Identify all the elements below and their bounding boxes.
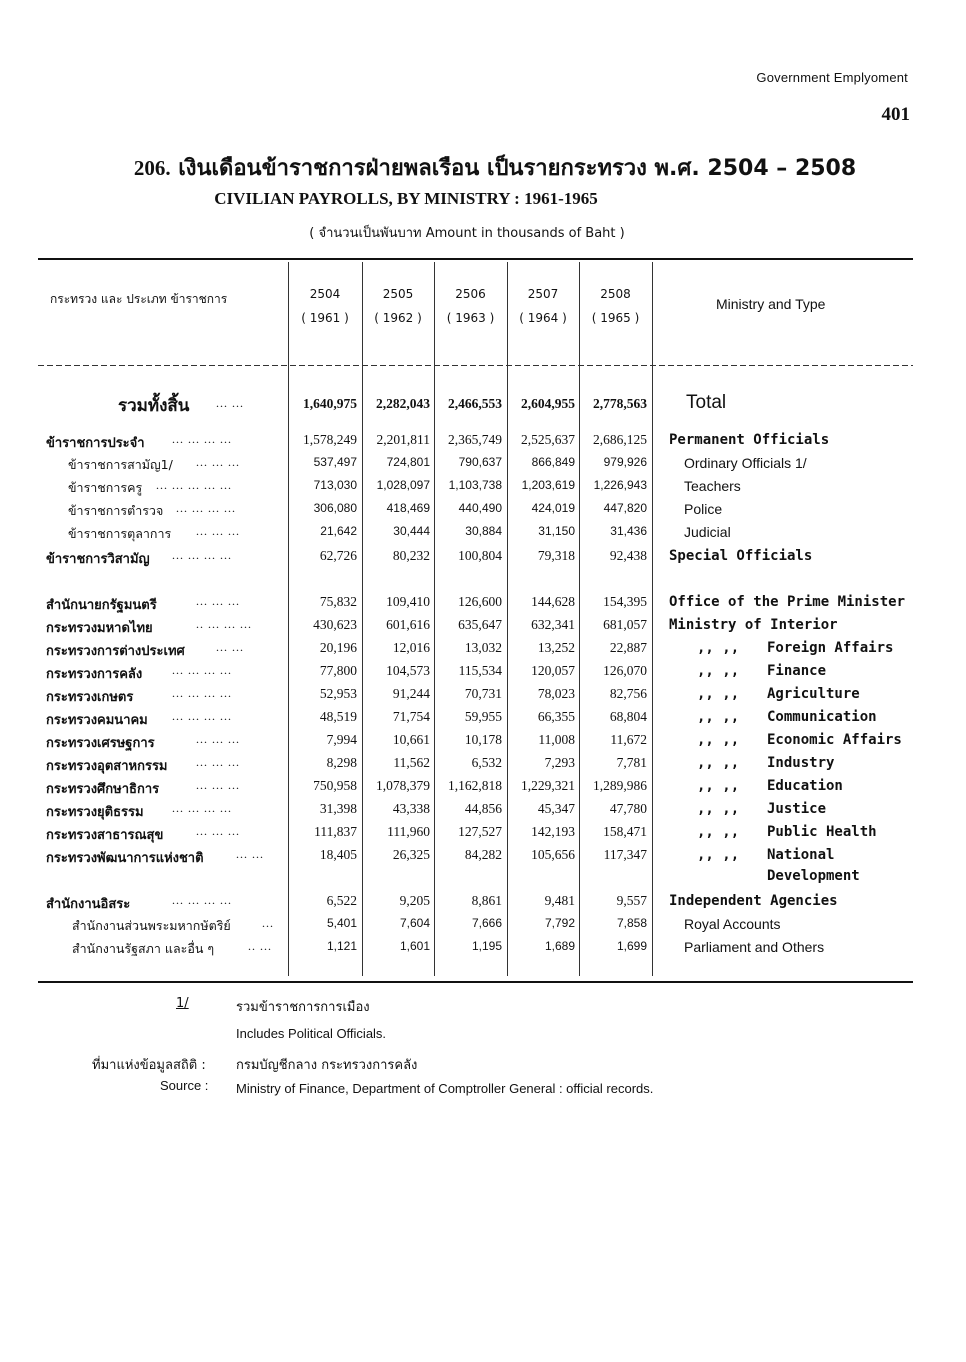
year-ad: ( 1963 ) bbox=[446, 311, 495, 325]
table-number: 206. bbox=[133, 156, 171, 180]
cell-value: 18,405 bbox=[319, 847, 357, 862]
cell-value: 31,398 bbox=[319, 801, 357, 816]
cell-value: 2,686,125 bbox=[593, 432, 647, 447]
english-text: Education bbox=[767, 778, 843, 794]
table-row bbox=[0, 847, 966, 891]
row-thai-label: กระทรวงการคลัง bbox=[46, 667, 143, 682]
cell-value: 26,325 bbox=[392, 847, 430, 862]
table-top-rule bbox=[38, 258, 913, 260]
row-thai-label: กระทรวงอุตสาหกรรม bbox=[46, 759, 168, 774]
row-english-label bbox=[669, 824, 877, 840]
row-thai-label: กระทรวงเกษตร bbox=[46, 690, 134, 705]
year-be: 2507 bbox=[527, 287, 559, 301]
leader-dots: ... ... ... bbox=[196, 732, 240, 746]
ditto-mark: ,, ,, bbox=[697, 801, 740, 817]
row-thai-label: ข้าราชการประจำ bbox=[46, 436, 145, 451]
cell-value: 1,578,249 bbox=[303, 432, 357, 447]
cell-value: 724,801 bbox=[386, 455, 430, 469]
cell-value: 115,534 bbox=[458, 663, 502, 678]
cell-value: 13,252 bbox=[537, 640, 575, 655]
cell-value: 2,604,955 bbox=[521, 396, 575, 411]
table-row bbox=[0, 893, 966, 915]
table-row bbox=[0, 663, 966, 685]
year-be: 2506 bbox=[455, 287, 486, 301]
footnote-thai: รวมข้าราชการการเมือง bbox=[236, 1000, 370, 1015]
cell-value: 104,573 bbox=[386, 663, 430, 678]
footnote-mark: 1/ bbox=[176, 996, 189, 1011]
cell-value: 537,497 bbox=[313, 455, 357, 469]
table-row bbox=[0, 548, 966, 570]
cell-value: 7,994 bbox=[326, 732, 357, 747]
cell-value: 79,318 bbox=[537, 548, 575, 563]
table-row bbox=[0, 801, 966, 823]
table-row bbox=[0, 455, 966, 477]
leader-dots: ... ... ... bbox=[196, 455, 240, 469]
cell-value: 75,832 bbox=[319, 594, 357, 609]
cell-value: 11,672 bbox=[610, 732, 647, 747]
row-thai-label: กระทรวงมหาดไทย bbox=[46, 621, 153, 636]
cell-value: 45,347 bbox=[537, 801, 575, 816]
cell-value: 77,800 bbox=[319, 663, 357, 678]
cell-value: 9,205 bbox=[399, 893, 430, 908]
row-thai-label: รวมทั้งสิ้น bbox=[118, 396, 190, 416]
source-thai-label: ที่มาแห่งข้อมูลสถิติ : bbox=[92, 1058, 206, 1073]
ditto-mark: ,, ,, bbox=[697, 663, 740, 679]
cell-value: 82,756 bbox=[609, 686, 647, 701]
leader-dots: ... ... ... ... bbox=[172, 686, 232, 700]
row-thai-label: ข้าราชการตุลาการ bbox=[68, 526, 172, 541]
leader-dots: ... ... ... ... ... bbox=[156, 478, 232, 492]
row-thai-label: กระทรวงสาธารณสุข bbox=[46, 828, 164, 843]
table-row bbox=[0, 640, 966, 662]
cell-value: 8,298 bbox=[326, 755, 357, 770]
row-thai-label: กระทรวงการต่างประเทศ bbox=[46, 644, 185, 659]
cell-value: 127,527 bbox=[458, 824, 502, 839]
row-thai-label: กระทรวงยุติธรรม bbox=[46, 805, 144, 820]
table-row bbox=[0, 686, 966, 708]
year-header bbox=[435, 282, 506, 330]
cell-value: 5,401 bbox=[326, 916, 357, 930]
leader-dots: .. ... bbox=[248, 939, 272, 953]
ditto-mark: ,, ,, bbox=[697, 686, 740, 702]
cell-value: 1,640,975 bbox=[303, 396, 357, 411]
leader-dots: ... ... ... ... bbox=[172, 801, 232, 815]
cell-value: 1,229,321 bbox=[521, 778, 575, 793]
cell-value: 109,410 bbox=[386, 594, 430, 609]
cell-value: 31,150 bbox=[538, 524, 575, 538]
row-english-label: Special Officials bbox=[669, 548, 813, 564]
cell-value: 144,628 bbox=[531, 594, 575, 609]
row-english-label: Total bbox=[686, 392, 727, 413]
row-thai-label: ข้าราชการครู bbox=[68, 480, 143, 495]
row-english-label bbox=[669, 801, 826, 817]
cell-value: 1,078,379 bbox=[376, 778, 430, 793]
cell-value: 92,438 bbox=[609, 548, 647, 563]
row-english-label: Permanent Officials bbox=[669, 432, 830, 448]
row-english-label: Independent Agencies bbox=[669, 893, 838, 909]
cell-value: 44,856 bbox=[464, 801, 502, 816]
cell-value: 78,023 bbox=[537, 686, 575, 701]
cell-value: 1,028,097 bbox=[376, 478, 430, 492]
cell-value: 601,616 bbox=[386, 617, 430, 632]
cell-value: 713,030 bbox=[313, 478, 357, 492]
year-header bbox=[508, 282, 578, 330]
source-english: Ministry of Finance, Department of Comptroller General : official records. bbox=[236, 1081, 654, 1096]
title-thai-text: เงินเดือนข้าราชการฝ่ายพลเรือน เป็นรายกระทรวง พ.ศ. 2504 – 2508 bbox=[178, 156, 857, 181]
ditto-mark: ,, ,, bbox=[697, 755, 740, 771]
cell-value: 1,601 bbox=[399, 939, 430, 953]
cell-value: 66,355 bbox=[537, 709, 575, 724]
year-header bbox=[363, 282, 433, 330]
cell-value: 31,436 bbox=[610, 524, 647, 538]
row-thai-label: สำนักงานรัฐสภา และอื่น ๆ bbox=[72, 941, 215, 956]
running-head: Government Emplyoment bbox=[756, 70, 908, 85]
cell-value: 8,861 bbox=[471, 893, 502, 908]
table-row bbox=[0, 709, 966, 731]
year-be: 2505 bbox=[382, 287, 414, 301]
table-row bbox=[0, 755, 966, 777]
table-row bbox=[0, 524, 966, 546]
row-english-label-continued: Development bbox=[767, 868, 860, 884]
cell-value: 979,926 bbox=[603, 455, 647, 469]
cell-value: 84,282 bbox=[464, 847, 502, 862]
year-header bbox=[290, 282, 360, 330]
cell-value: 1,162,818 bbox=[448, 778, 502, 793]
cell-value: 126,600 bbox=[458, 594, 502, 609]
row-english-label bbox=[669, 732, 902, 748]
cell-value: 48,519 bbox=[319, 709, 357, 724]
cell-value: 62,726 bbox=[319, 548, 357, 563]
header-english-label: Ministry and Type bbox=[716, 296, 826, 312]
row-english-label bbox=[669, 709, 877, 725]
cell-value: 2,282,043 bbox=[376, 396, 430, 411]
cell-value: 68,804 bbox=[609, 709, 647, 724]
cell-value: 1,289,986 bbox=[593, 778, 647, 793]
row-thai-label: กระทรวงศึกษาธิการ bbox=[46, 782, 160, 797]
cell-value: 70,731 bbox=[464, 686, 502, 701]
table-row bbox=[0, 939, 966, 961]
year-ad: ( 1964 ) bbox=[519, 311, 567, 325]
row-english-label: Royal Accounts bbox=[684, 916, 781, 932]
cell-value: 111,837 bbox=[314, 824, 357, 839]
cell-value: 142,193 bbox=[531, 824, 575, 839]
cell-value: 71,754 bbox=[392, 709, 430, 724]
english-text: Public Health bbox=[767, 824, 877, 840]
ditto-mark: ,, ,, bbox=[697, 640, 740, 656]
row-english-label bbox=[669, 686, 860, 702]
cell-value: 154,395 bbox=[603, 594, 647, 609]
row-english-label bbox=[669, 778, 843, 794]
leader-dots: ... ... bbox=[216, 396, 244, 410]
leader-dots: ... ... ... bbox=[196, 594, 240, 608]
row-english-label: Parliament and Others bbox=[684, 939, 825, 955]
english-text: Economic Affairs bbox=[767, 732, 902, 748]
leader-dots: .. ... ... ... bbox=[196, 617, 252, 631]
year-be: 2508 bbox=[600, 287, 631, 301]
cell-value: 47,780 bbox=[609, 801, 647, 816]
leader-dots: ... ... ... bbox=[196, 755, 240, 769]
cell-value: 6,522 bbox=[326, 893, 357, 908]
row-thai-label: ข้าราชการตำรวจ bbox=[68, 503, 164, 518]
table-row bbox=[0, 594, 966, 616]
table-title-thai bbox=[100, 150, 890, 185]
cell-value: 1,699 bbox=[616, 939, 647, 953]
row-english-label bbox=[669, 847, 834, 863]
cell-value: 2,778,563 bbox=[593, 396, 647, 411]
leader-dots: ... bbox=[262, 916, 274, 930]
cell-value: 20,196 bbox=[319, 640, 357, 655]
cell-value: 10,661 bbox=[392, 732, 430, 747]
leader-dots: ... ... bbox=[236, 847, 264, 861]
cell-value: 1,203,619 bbox=[521, 478, 575, 492]
cell-value: 59,955 bbox=[464, 709, 502, 724]
table-bottom-rule bbox=[38, 981, 913, 983]
english-text: Foreign Affairs bbox=[767, 640, 894, 656]
table-row bbox=[0, 916, 966, 938]
row-english-label bbox=[669, 663, 826, 679]
cell-value: 6,532 bbox=[471, 755, 502, 770]
cell-value: 790,637 bbox=[458, 455, 502, 469]
row-thai-label: สำนักงานอิสระ bbox=[46, 897, 131, 912]
cell-value: 1,103,738 bbox=[448, 478, 502, 492]
cell-value: 11,008 bbox=[538, 732, 575, 747]
cell-value: 1,689 bbox=[544, 939, 575, 953]
cell-value: 80,232 bbox=[392, 548, 430, 563]
cell-value: 632,341 bbox=[531, 617, 575, 632]
source-english-label: Source : bbox=[160, 1078, 209, 1093]
cell-value: 22,887 bbox=[609, 640, 647, 655]
year-ad: ( 1962 ) bbox=[374, 311, 422, 325]
row-english-label: Office of the Prime Minister bbox=[669, 594, 906, 610]
cell-value: 7,666 bbox=[471, 916, 502, 930]
cell-value: 2,466,553 bbox=[448, 396, 502, 411]
english-text: Justice bbox=[767, 801, 827, 817]
table-row bbox=[0, 501, 966, 523]
leader-dots: ... ... ... ... bbox=[172, 663, 232, 677]
table-row bbox=[0, 732, 966, 754]
english-text: Communication bbox=[767, 709, 877, 725]
leader-dots: ... ... bbox=[216, 640, 244, 654]
cell-value: 2,525,637 bbox=[521, 432, 575, 447]
cell-value: 7,792 bbox=[544, 916, 575, 930]
leader-dots: ... ... ... bbox=[196, 824, 240, 838]
cell-value: 2,365,749 bbox=[448, 432, 502, 447]
header-divider bbox=[38, 365, 913, 366]
leader-dots: ... ... ... bbox=[196, 524, 240, 538]
table-row bbox=[0, 617, 966, 639]
table-row-total bbox=[0, 392, 966, 418]
row-thai-label: กระทรวงเศรษฐการ bbox=[46, 736, 155, 751]
english-text: National bbox=[767, 847, 835, 863]
row-thai-label: กระทรวงพัฒนาการแห่งชาติ bbox=[46, 851, 204, 866]
year-ad: ( 1965 ) bbox=[591, 311, 640, 325]
row-thai-label: ข้าราชการวิสามัญ bbox=[46, 552, 150, 567]
row-english-label: Teachers bbox=[684, 478, 741, 494]
cell-value: 105,656 bbox=[531, 847, 575, 862]
cell-value: 91,244 bbox=[392, 686, 430, 701]
cell-value: 111,960 bbox=[387, 824, 430, 839]
row-thai-label: กระทรวงคมนาคม bbox=[46, 713, 148, 728]
ditto-mark: ,, ,, bbox=[697, 824, 740, 840]
cell-value: 750,958 bbox=[313, 778, 357, 793]
cell-value: 447,820 bbox=[603, 501, 647, 515]
row-english-label: Judicial bbox=[684, 524, 731, 540]
row-thai-label: สำนักนายกรัฐมนตรี bbox=[46, 598, 157, 613]
footnote-english: Includes Political Officials. bbox=[236, 1026, 387, 1041]
cell-value: 10,178 bbox=[464, 732, 502, 747]
cell-value: 1,121 bbox=[326, 939, 357, 953]
year-header bbox=[580, 282, 651, 330]
row-thai-label: ข้าราชการสามัญ1/ bbox=[68, 457, 173, 472]
cell-value: 52,953 bbox=[319, 686, 357, 701]
leader-dots: ... ... ... ... bbox=[172, 432, 232, 446]
year-ad: ( 1961 ) bbox=[301, 311, 349, 325]
row-english-label: Police bbox=[684, 501, 723, 517]
table-row bbox=[0, 478, 966, 500]
cell-value: 1,226,943 bbox=[593, 478, 647, 492]
leader-dots: ... ... ... ... bbox=[172, 709, 232, 723]
cell-value: 126,070 bbox=[603, 663, 647, 678]
table-title-english: CIVILIAN PAYROLLS, BY MINISTRY : 1961-1965 bbox=[214, 189, 598, 208]
cell-value: 866,849 bbox=[531, 455, 575, 469]
cell-value: 120,057 bbox=[531, 663, 575, 678]
cell-value: 7,293 bbox=[544, 755, 575, 770]
table-row bbox=[0, 824, 966, 846]
cell-value: 117,347 bbox=[603, 847, 647, 862]
ditto-mark: ,, ,, bbox=[697, 847, 740, 863]
cell-value: 43,338 bbox=[392, 801, 430, 816]
ditto-mark: ,, ,, bbox=[697, 778, 740, 794]
cell-value: 30,444 bbox=[393, 524, 430, 538]
cell-value: 424,019 bbox=[531, 501, 575, 515]
cell-value: 1,195 bbox=[471, 939, 502, 953]
cell-value: 418,469 bbox=[386, 501, 430, 515]
cell-value: 11,562 bbox=[393, 755, 430, 770]
cell-value: 7,781 bbox=[616, 755, 647, 770]
cell-value: 440,490 bbox=[458, 501, 502, 515]
row-english-label bbox=[669, 755, 834, 771]
cell-value: 681,057 bbox=[603, 617, 647, 632]
source-thai: กรมบัญชีกลาง กระทรวงการคลัง bbox=[236, 1058, 418, 1073]
cell-value: 30,884 bbox=[465, 524, 502, 538]
cell-value: 21,642 bbox=[320, 524, 357, 538]
english-text: Industry bbox=[767, 755, 835, 771]
cell-value: 635,647 bbox=[458, 617, 502, 632]
cell-value: 158,471 bbox=[603, 824, 647, 839]
row-thai-label: สำนักงานส่วนพระมหากษัตริย์ bbox=[72, 918, 231, 933]
cell-value: 9,557 bbox=[616, 893, 647, 908]
leader-dots: ... ... ... bbox=[196, 778, 240, 792]
leader-dots: ... ... ... ... bbox=[172, 893, 232, 907]
cell-value: 7,858 bbox=[616, 916, 647, 930]
leader-dots: ... ... ... ... bbox=[172, 548, 232, 562]
table-row bbox=[0, 432, 966, 454]
ditto-mark: ,, ,, bbox=[697, 709, 740, 725]
row-english-label: Ordinary Officials 1/ bbox=[684, 455, 807, 471]
english-text: Finance bbox=[767, 663, 827, 679]
header-thai-label: กระทรวง และ ประเภท ข้าราชการ bbox=[50, 292, 228, 306]
page-number: 401 bbox=[881, 104, 910, 125]
row-english-label bbox=[669, 640, 893, 656]
cell-value: 12,016 bbox=[392, 640, 430, 655]
cell-value: 13,032 bbox=[464, 640, 502, 655]
year-be: 2504 bbox=[309, 287, 341, 301]
cell-value: 306,080 bbox=[313, 501, 357, 515]
cell-value: 2,201,811 bbox=[376, 432, 430, 447]
ditto-mark: ,, ,, bbox=[697, 732, 740, 748]
row-english-label: Ministry of Interior bbox=[669, 617, 838, 633]
cell-value: 9,481 bbox=[544, 893, 575, 908]
cell-value: 100,804 bbox=[458, 548, 502, 563]
leader-dots: ... ... ... ... bbox=[176, 501, 236, 515]
units-note: ( จำนวนเป็นพันบาท Amount in thousands of Baht ) bbox=[309, 226, 625, 241]
english-text: Agriculture bbox=[767, 686, 860, 702]
table-row bbox=[0, 778, 966, 800]
cell-value: 430,623 bbox=[313, 617, 357, 632]
cell-value: 7,604 bbox=[399, 916, 430, 930]
